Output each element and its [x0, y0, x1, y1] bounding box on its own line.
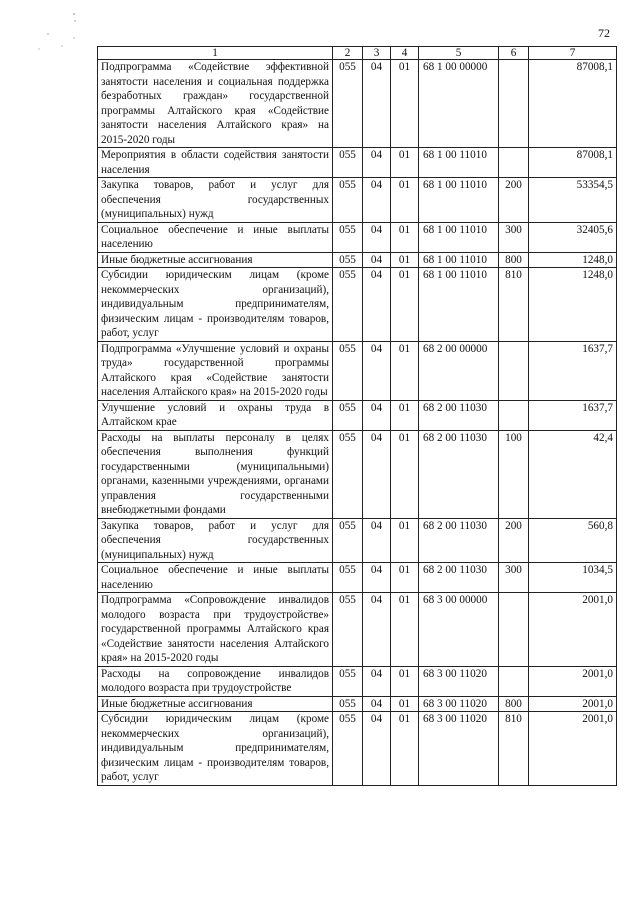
section-code-cell: 04 — [363, 60, 391, 148]
column-header: 7 — [529, 47, 617, 60]
section-code-cell: 04 — [363, 268, 391, 342]
subsection-code-cell: 01 — [391, 400, 419, 430]
expense-type-cell: 800 — [499, 696, 529, 712]
row-name-cell: Мероприятия в области содействия занятости населения — [98, 148, 333, 178]
table-row — [98, 430, 617, 518]
expense-type-cell: 100 — [499, 430, 529, 518]
subsection-code-cell: 01 — [391, 593, 419, 667]
amount-cell: 2001,0 — [529, 593, 617, 667]
table-body — [98, 60, 617, 786]
row-name-cell: Расходы на сопровождение инвалидов молодого возраста при трудоустройстве — [98, 666, 333, 696]
amount-cell: 53354,5 — [529, 178, 617, 223]
amount-cell: 32405,6 — [529, 222, 617, 252]
table-row — [98, 268, 617, 342]
table-row — [98, 148, 617, 178]
amount-cell: 87008,1 — [529, 148, 617, 178]
row-name-cell: Закупка товаров, работ и услуг для обеспечения государственных (муниципальных) нужд — [98, 178, 333, 223]
target-article-cell: 68 1 00 11010 — [419, 222, 499, 252]
table-row — [98, 666, 617, 696]
table-row — [98, 178, 617, 223]
table-row — [98, 222, 617, 252]
amount-cell: 1637,7 — [529, 341, 617, 400]
target-article-cell: 68 1 00 00000 — [419, 60, 499, 148]
section-code-cell: 04 — [363, 712, 391, 786]
table-row — [98, 518, 617, 563]
column-header: 4 — [391, 47, 419, 60]
ministry-code-cell: 055 — [333, 222, 363, 252]
row-name-cell: Субсидии юридическим лицам (кроме некоммерческих организаций), индивидуальным предпринимателям, физическим лицам - производителям товаров, работ, услуг — [98, 268, 333, 342]
row-name-cell: Подпрограмма «Содействие эффективной занятости населения и социальная поддержка безработных граждан» государственной программы Алтайского края «Содействие занятости населения Алтайского края» на 2015-2020 годы — [98, 60, 333, 148]
target-article-cell: 68 1 00 11010 — [419, 148, 499, 178]
expense-type-cell — [499, 400, 529, 430]
expense-type-cell: 300 — [499, 563, 529, 593]
section-code-cell: 04 — [363, 148, 391, 178]
target-article-cell: 68 3 00 11020 — [419, 712, 499, 786]
target-article-cell: 68 1 00 11010 — [419, 268, 499, 342]
table-row — [98, 696, 617, 712]
section-code-cell: 04 — [363, 563, 391, 593]
amount-cell: 1248,0 — [529, 252, 617, 268]
section-code-cell: 04 — [363, 430, 391, 518]
section-code-cell: 04 — [363, 178, 391, 223]
subsection-code-cell: 01 — [391, 563, 419, 593]
ministry-code-cell: 055 — [333, 148, 363, 178]
expense-type-cell — [499, 341, 529, 400]
table-row — [98, 60, 617, 148]
table-row — [98, 400, 617, 430]
subsection-code-cell: 01 — [391, 696, 419, 712]
subsection-code-cell: 01 — [391, 341, 419, 400]
section-code-cell: 04 — [363, 222, 391, 252]
section-code-cell: 04 — [363, 518, 391, 563]
target-article-cell: 68 1 00 11010 — [419, 178, 499, 223]
section-code-cell: 04 — [363, 593, 391, 667]
target-article-cell: 68 1 00 11010 — [419, 252, 499, 268]
target-article-cell: 68 3 00 00000 — [419, 593, 499, 667]
expense-type-cell — [499, 593, 529, 667]
row-name-cell: Закупка товаров, работ и услуг для обеспечения государственных (муниципальных) нужд — [98, 518, 333, 563]
row-name-cell: Социальное обеспечение и иные выплаты населению — [98, 222, 333, 252]
section-code-cell: 04 — [363, 400, 391, 430]
target-article-cell: 68 2 00 11030 — [419, 518, 499, 563]
subsection-code-cell: 01 — [391, 148, 419, 178]
expense-type-cell: 200 — [499, 178, 529, 223]
column-header: 1 — [98, 47, 333, 60]
row-name-cell: Улучшение условий и охраны труда в Алтайском крае — [98, 400, 333, 430]
ministry-code-cell: 055 — [333, 341, 363, 400]
subsection-code-cell: 01 — [391, 268, 419, 342]
subsection-code-cell: 01 — [391, 252, 419, 268]
table-row — [98, 563, 617, 593]
target-article-cell: 68 3 00 11020 — [419, 666, 499, 696]
subsection-code-cell: 01 — [391, 666, 419, 696]
ministry-code-cell: 055 — [333, 430, 363, 518]
subsection-code-cell: 01 — [391, 712, 419, 786]
header-row — [98, 47, 617, 60]
amount-cell: 2001,0 — [529, 712, 617, 786]
amount-cell: 1637,7 — [529, 400, 617, 430]
subsection-code-cell: 01 — [391, 222, 419, 252]
section-code-cell: 04 — [363, 696, 391, 712]
amount-cell: 560,8 — [529, 518, 617, 563]
section-code-cell: 04 — [363, 252, 391, 268]
target-article-cell: 68 2 00 11030 — [419, 563, 499, 593]
table-row — [98, 252, 617, 268]
column-header: 5 — [419, 47, 499, 60]
amount-cell: 2001,0 — [529, 666, 617, 696]
section-code-cell: 04 — [363, 666, 391, 696]
expense-type-cell: 810 — [499, 712, 529, 786]
page-number: 72 — [598, 26, 610, 40]
column-header: 2 — [333, 47, 363, 60]
row-name-cell: Социальное обеспечение и иные выплаты населению — [98, 563, 333, 593]
ministry-code-cell: 055 — [333, 696, 363, 712]
ministry-code-cell: 055 — [333, 518, 363, 563]
row-name-cell: Иные бюджетные ассигнования — [98, 252, 333, 268]
ministry-code-cell: 055 — [333, 178, 363, 223]
ministry-code-cell: 055 — [333, 712, 363, 786]
subsection-code-cell: 01 — [391, 178, 419, 223]
target-article-cell: 68 2 00 11030 — [419, 400, 499, 430]
amount-cell: 1034,5 — [529, 563, 617, 593]
scan-specks — [0, 0, 100, 905]
expense-type-cell: 810 — [499, 268, 529, 342]
expense-type-cell: 300 — [499, 222, 529, 252]
column-header: 3 — [363, 47, 391, 60]
section-code-cell: 04 — [363, 341, 391, 400]
target-article-cell: 68 3 00 11020 — [419, 696, 499, 712]
amount-cell: 1248,0 — [529, 268, 617, 342]
ministry-code-cell: 055 — [333, 60, 363, 148]
ministry-code-cell: 055 — [333, 666, 363, 696]
subsection-code-cell: 01 — [391, 430, 419, 518]
expense-type-cell — [499, 148, 529, 178]
expense-type-cell — [499, 666, 529, 696]
expense-type-cell: 800 — [499, 252, 529, 268]
ministry-code-cell: 055 — [333, 252, 363, 268]
subsection-code-cell: 01 — [391, 518, 419, 563]
ministry-code-cell: 055 — [333, 563, 363, 593]
table-row — [98, 593, 617, 667]
column-header: 6 — [499, 47, 529, 60]
expense-type-cell: 200 — [499, 518, 529, 563]
amount-cell: 87008,1 — [529, 60, 617, 148]
expense-type-cell — [499, 60, 529, 148]
amount-cell: 2001,0 — [529, 696, 617, 712]
amount-cell: 42,4 — [529, 430, 617, 518]
row-name-cell: Подпрограмма «Сопровождение инвалидов молодого возраста при трудоустройстве» государственной программы Алтайского края «Содействие занятости населения Алтайского края» на 2015-2020 годы — [98, 593, 333, 667]
budget-table — [97, 46, 617, 786]
row-name-cell: Иные бюджетные ассигнования — [98, 696, 333, 712]
ministry-code-cell: 055 — [333, 400, 363, 430]
subsection-code-cell: 01 — [391, 60, 419, 148]
target-article-cell: 68 2 00 00000 — [419, 341, 499, 400]
table-row — [98, 712, 617, 786]
row-name-cell: Расходы на выплаты персоналу в целях обеспечения выполнения функций государственными (муниципальными) органами, казенными учреждениями, органами управления государственными внебюджетными фондами — [98, 430, 333, 518]
ministry-code-cell: 055 — [333, 268, 363, 342]
row-name-cell: Подпрограмма «Улучшение условий и охраны труда» государственной программы Алтайского края «Содействие занятости населения Алтайского края» на 2015-2020 годы — [98, 341, 333, 400]
target-article-cell: 68 2 00 11030 — [419, 430, 499, 518]
table-row — [98, 341, 617, 400]
ministry-code-cell: 055 — [333, 593, 363, 667]
row-name-cell: Субсидии юридическим лицам (кроме некоммерческих организаций), индивидуальным предпринимателям, физическим лицам - производителям товаров, работ, услуг — [98, 712, 333, 786]
